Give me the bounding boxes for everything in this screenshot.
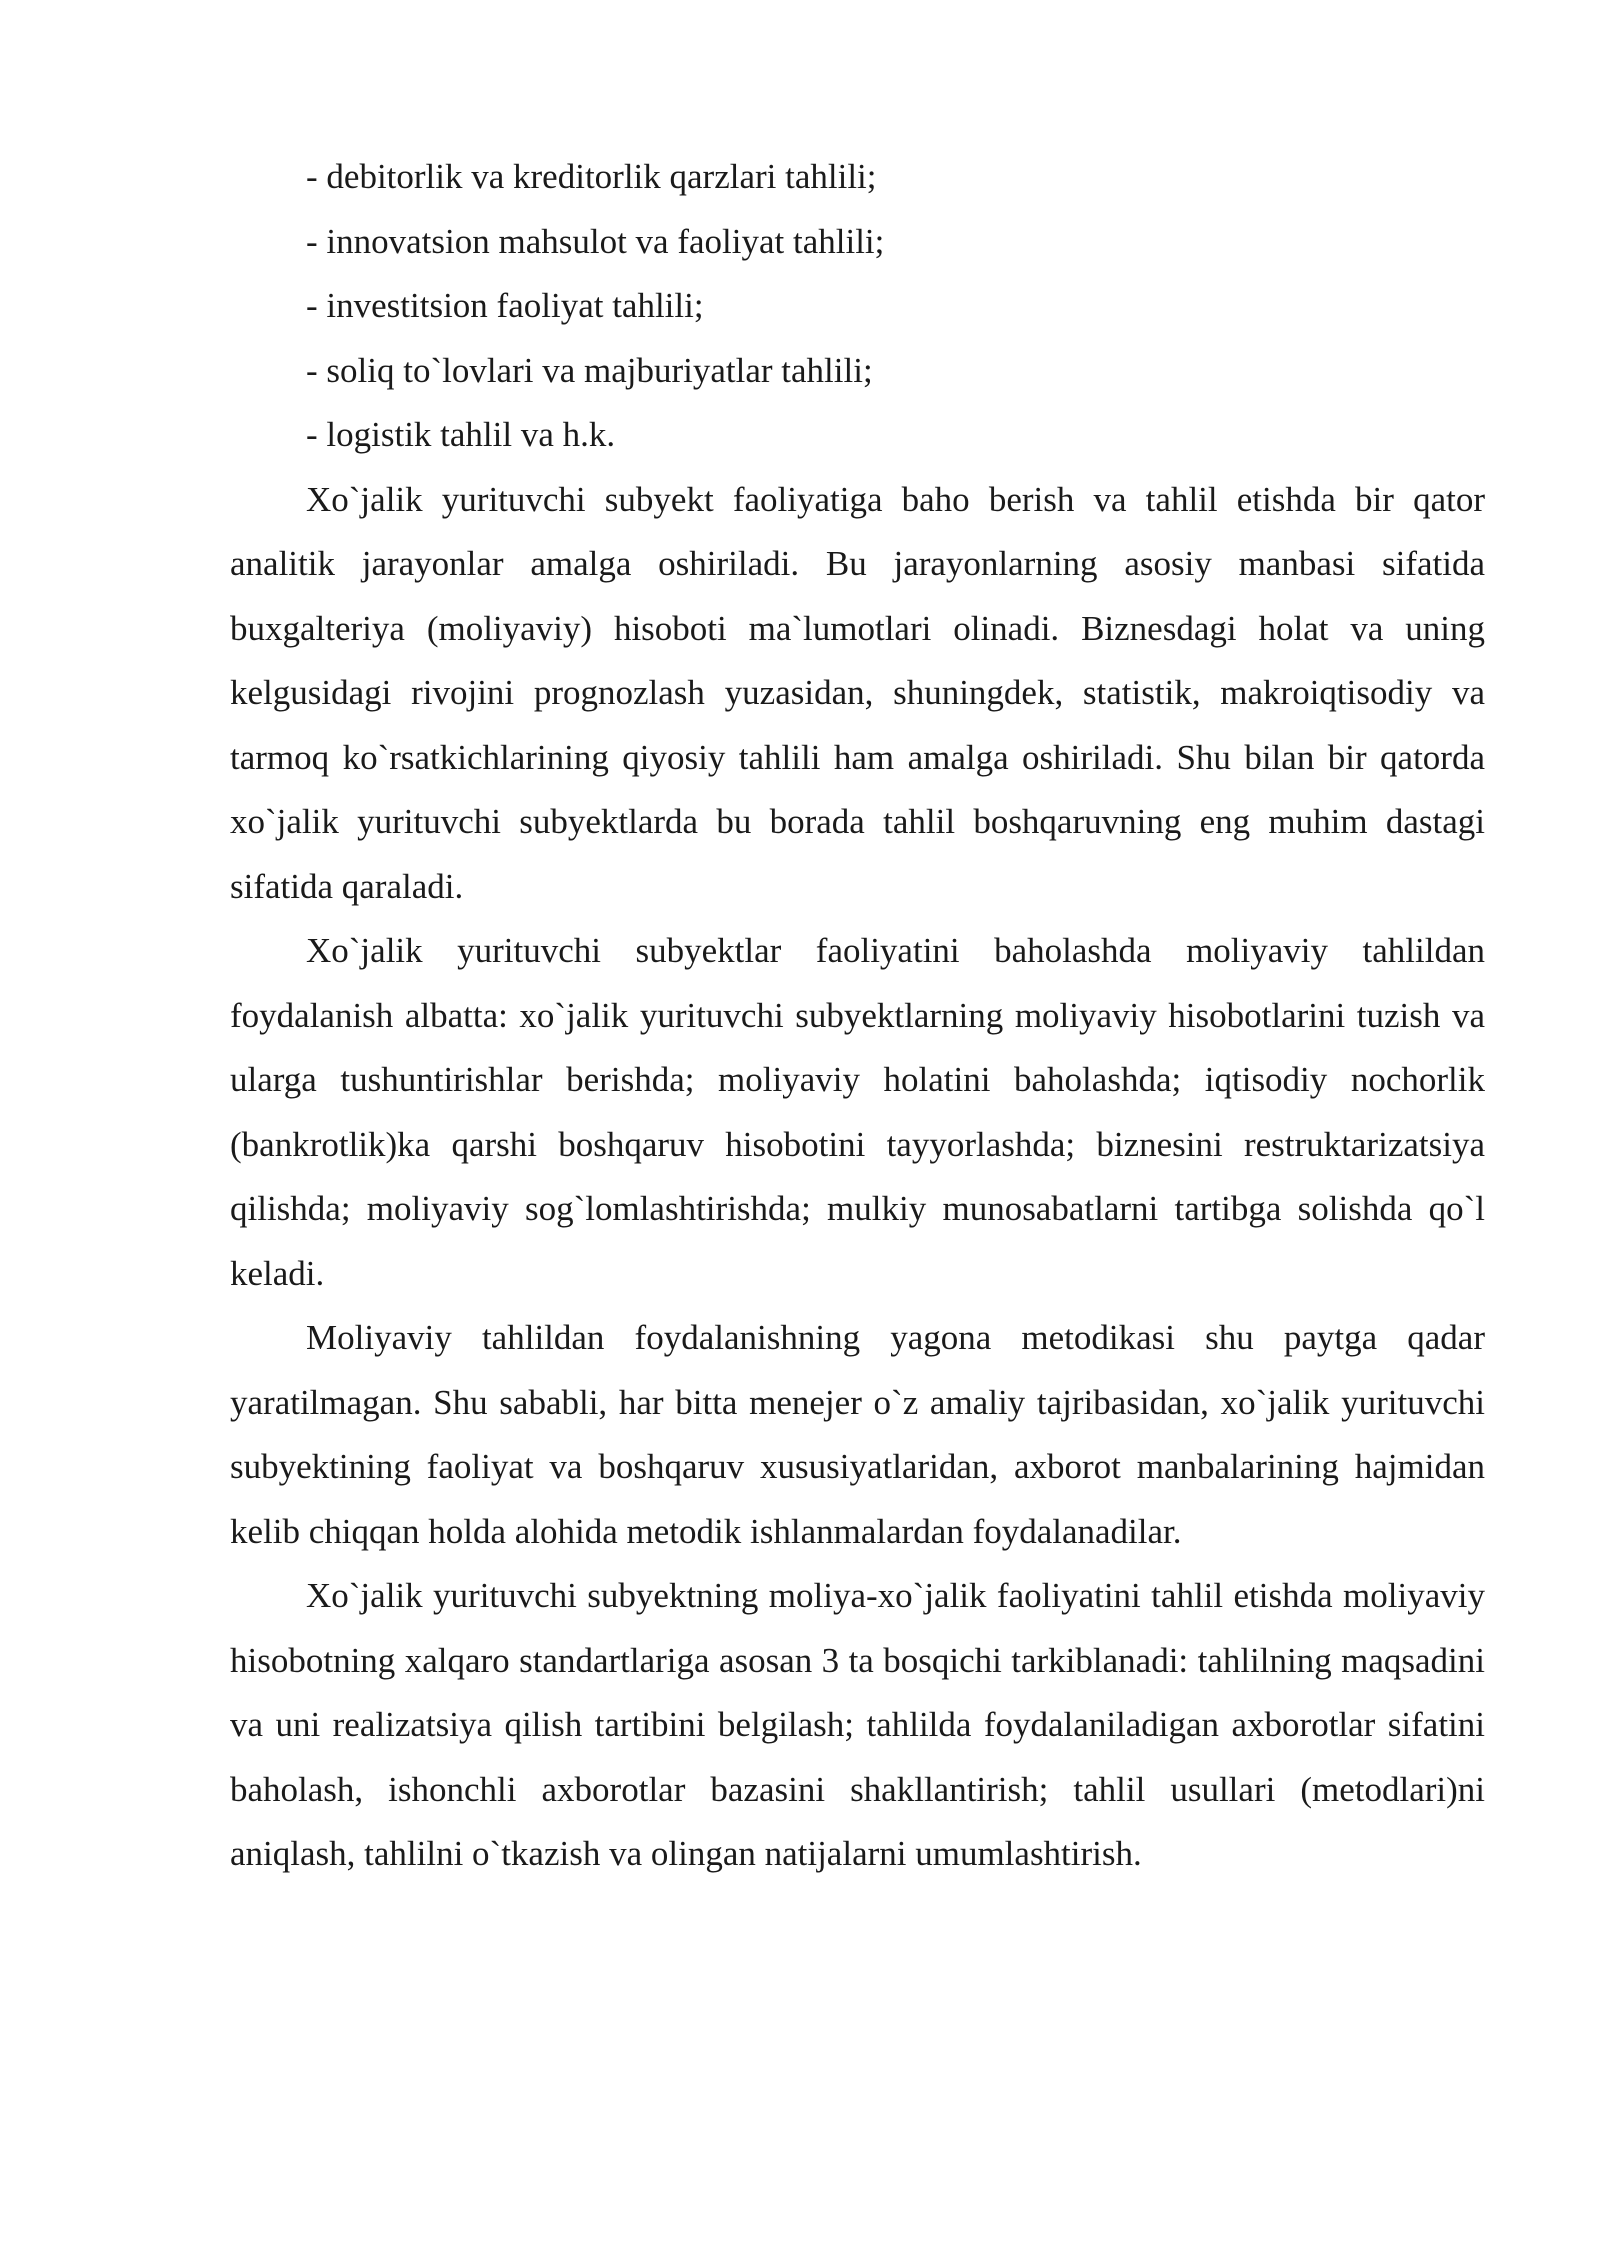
paragraph: Moliyaviy tahlildan foydalanishning yagona metodikasi shu paytga qadar yaratilmagan. Shu sababli, har bitta menejer o`z amaliy tajribasidan, xo`jalik yurituvchi subyektining faoliyat va boshqaruv xususiyatlaridan, axborot manbalarining hajmidan kelib chiqqan holda alohida metodik ishlanmalardan foydalanadilar. [230, 1318, 1485, 1551]
list-item: - soliq to`lovlari va majburiyatlar tahlili; [306, 350, 873, 390]
list-item: - investitsion faoliyat tahlili; [306, 286, 704, 325]
list-item: - debitorlik va kreditorlik qarzlari tahlili; [306, 157, 877, 196]
paragraph: Xo`jalik yurituvchi subyekt faoliyatiga baho berish va tahlil etishda bir qator analitik jarayonlar amalga oshiriladi. Bu jarayonlarning asosiy manbasi sifatida buxgalteriya (moliyaviy) hisoboti ma`lumotlari olinadi. Biznesdagi holat va uning kelgusidagi rivojini prognozlash yuzasidan, shuningdek, statistik, makroiqtisodiy va tarmoq ko`rsatkichlarining qiyosiy tahlili ham amalga oshiriladi. Shu bilan bir qatorda xo`jalik yurituvchi subyektlarda bu borada tahlil boshqaruvning eng muhim dastagi sifatida qaraladi. [230, 479, 1485, 906]
list-item: - logistik tahlil va h.k. [306, 415, 616, 454]
paragraph: Xo`jalik yurituvchi subyektlar faoliyatini baholashda moliyaviy tahlildan foydalanish albatta: xo`jalik yurituvchi subyektlarning moliyaviy hisobotlarini tuzish va ularga tushuntirishlar berishda; moliyaviy holatini baholashda; iqtisodiy nochorlik (bankrotlik)ka qarshi boshqaruv hisobotini tayyorlashda; biznesini restruktarizatsiya qilishda; moliyaviy sog`lomlashtirishda; mulkiy munosabatlarni tartibga solishda qo`l keladi. [230, 931, 1485, 1293]
document-body [230, 145, 1485, 1887]
paragraph: Xo`jalik yurituvchi subyektning moliya-xo`jalik faoliyatini tahlil etishda moliyaviy hisobotning xalqaro standartlariga asosan 3 ta bosqichi tarkiblanadi: tahlilning maqsadini va uni realizatsiya qilish tartibini belgilash; tahlilda foydalaniladigan axborotlar sifatini baholash, ishonchli axborotlar bazasini shakllantirish; tahlil usullari (metodlari)ni aniqlash, tahlilni o`tkazish va olingan natijalarni umumlashtirish. [230, 1576, 1485, 1873]
list-item: - innovatsion mahsulot va faoliyat tahlili; [306, 221, 885, 261]
